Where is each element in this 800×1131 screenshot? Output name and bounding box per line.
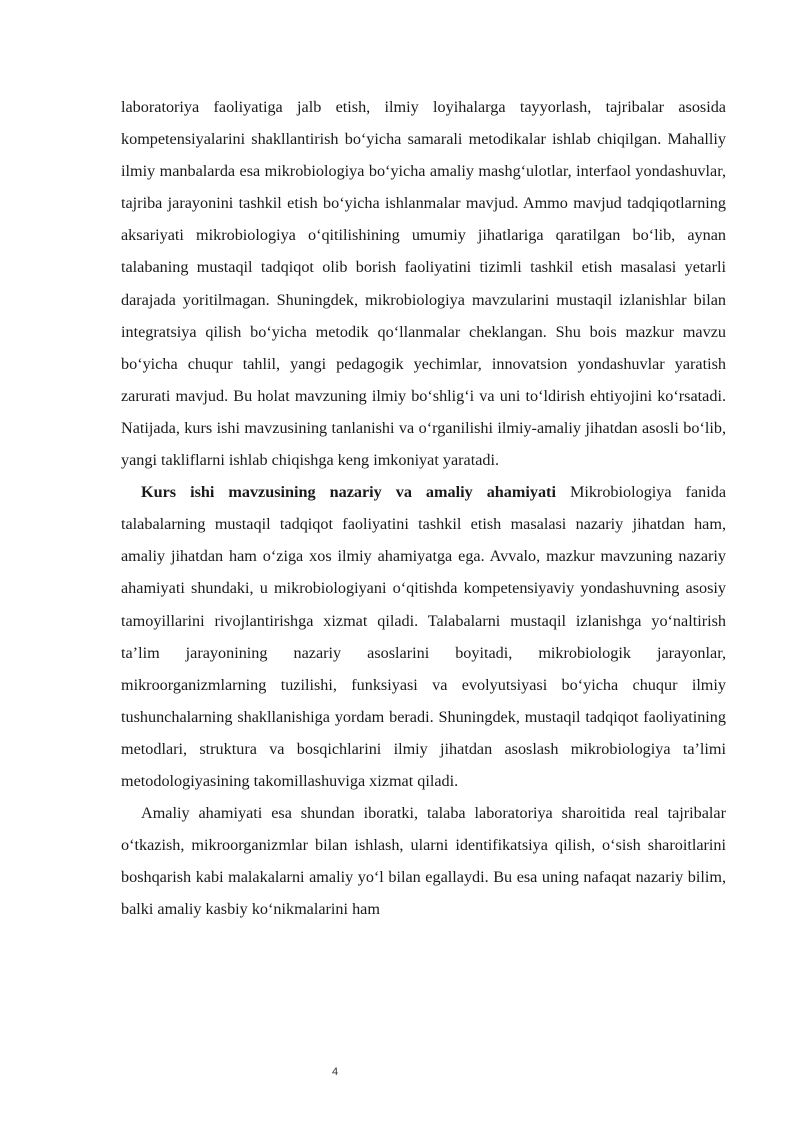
paragraph-practical (121, 797, 726, 925)
paragraph-significance (121, 476, 726, 797)
page-number: 4 (331, 1066, 339, 1078)
section-heading-inline: Kurs ishi mavzusining nazariy va amaliy ahamiyati (141, 483, 556, 502)
page-body (121, 91, 726, 925)
paragraph-text: laboratoriya faoliyatiga jalb etish, ilmiy loyihalarga tayyorlash, tajribalar asosida kompetensiyalarini shakllantirish bo‘yicha samarali metodikalar ishlab chiqilgan. Mahalliy ilmiy manbalarda esa mikrobiologiya bo‘yicha amaliy mashg‘ulotlar, interfaol yondashuvlar, tajriba jarayonini tashkil etish bo‘yicha ishlanmalar mavjud. Ammo mavjud tadqiqotlarning aksariyati mikrobiologiya o‘qitilishining umumiy jihatlariga qaratilgan bo‘lib, aynan talabaning mustaqil tadqiqot olib borish faoliyatini tizimli tashkil etish masalasi yetarli darajada yoritilmagan. Shuningdek, mikrobiologiya mavzularini mustaqil izlanishlar bilan integratsiya qilish bo‘yicha metodik qo‘llanmalar cheklangan. Shu bois mazkur mavzu bo‘yicha chuqur tahlil, yangi pedagogik yechimlar, innovatsion yondashuvlar yaratish zarurati mavjud. Bu holat mavzuning ilmiy bo‘shlig‘i va uni to‘ldirish ehtiyojini ko‘rsatadi. Natijada, kurs ishi mavzusining tanlanishi va o‘rganilishi ilmiy-amaliy jihatdan asosli bo‘lib, yangi takliflarni ishlab chiqishga keng imkoniyat yaratadi. (121, 98, 726, 470)
paragraph-continuation (121, 91, 726, 476)
paragraph-text: Amaliy ahamiyati esa shundan iboratki, talaba laboratoriya sharoitida real tajribalar o‘tkazish, mikroorganizmlar bilan ishlash, ularni identifikatsiya qilish, o‘sish sharoitlarini boshqarish kabi malakalarni amaliy yo‘l bilan egallaydi. Bu esa uning nafaqat nazariy bilim, balki amaliy kasbiy ko‘nikmalarini ham (121, 804, 726, 919)
paragraph-text: Mikrobiologiya fanida talabalarning mustaqil tadqiqot faoliyatini tashkil etish masalasi nazariy jihatdan ham, amaliy jihatdan ham o‘ziga xos ilmiy ahamiyatga ega. Avvalo, mazkur mavzuning nazariy ahamiyati shundaki, u mikrobiologiyani o‘qitishda kompetensiyaviy yondashuvning asosiy tamoyillarini rivojlantirishga xizmat qiladi. Talabalarni mustaqil izlanishga yo‘naltirish ta’lim jarayonining nazariy asoslarini boyitadi, mikrobiologik jarayonlar, mikroorganizmlarning tuzilishi, funksiyasi va evolyutsiyasi bo‘yicha chuqur ilmiy tushunchalarning shakllanishiga yordam beradi. Shuningdek, mustaqil tadqiqot faoliyatining metodlari, struktura va bosqichlarini ilmiy jihatdan asoslash mikrobiologiya ta’limi metodologiyasining takomillashuviga xizmat qiladi. (121, 483, 727, 790)
